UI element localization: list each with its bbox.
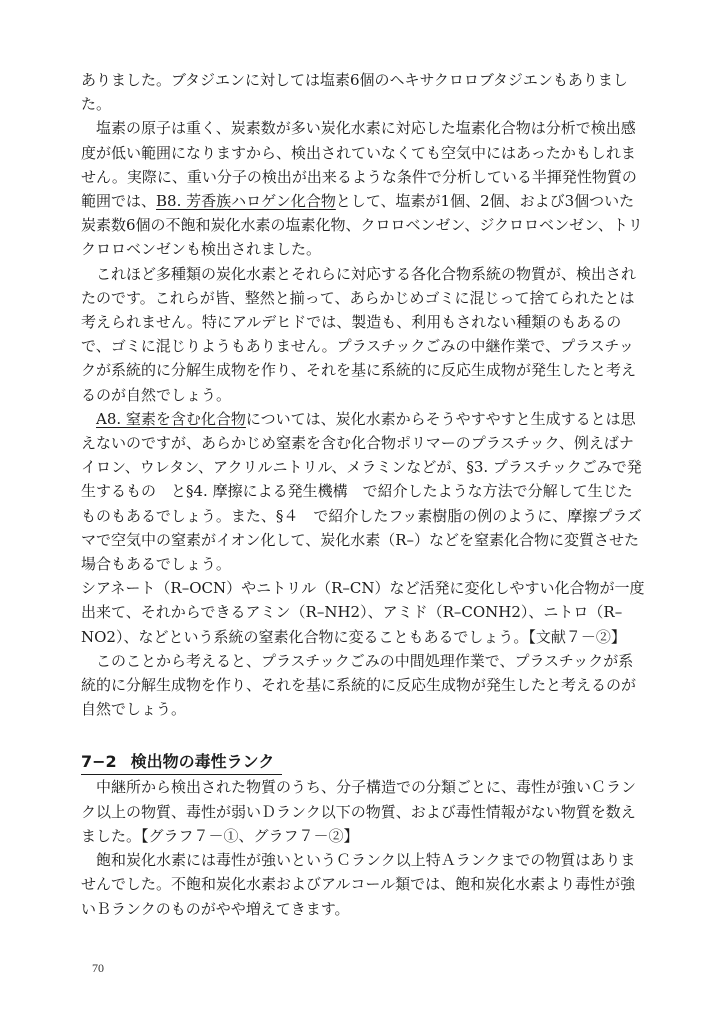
paragraph-chlorine-rest: として、塩素が1個、2個、および3個ついた炭素数6個の不飽和炭化水素の塩素化物、クロロベンゼン、ジクロロベンゼン、トリクロロベンゼンも検出されました。 xyxy=(81,192,643,259)
paragraph-nitrogen-rest: については、炭化水素からそうやすやすと生成するとは思えないのですが、あらかじめ窒素を含む化合物ポリマーのプラスチック、例えばナイロン、ウレタン、アクリルニトリル、メラミンなどが、§3. プラスチックごみで発生するもの と§4. 摩擦による発生機構 で紹介したような方法で分解して生じたものもあるでしょう。また、§４ で紹介したフッ素樹脂の例のように、摩擦プラズマで空気中の窒素がイオン化して、炭化水素（R–）などを窒素化合物に変質させた場合もあるでしょう。 xyxy=(81,409,642,574)
section-ref-a8: A8. 窒素を含む化合物 xyxy=(96,409,246,428)
paragraph-chlorine xyxy=(81,116,646,261)
paragraph-conclusion: このことから考えると、プラスチックごみの中間処理作業で、プラスチックが系統的に分解生成物を作り、それを基に系統的に反応生成物が発生したと考えるのが自然でしょう。 xyxy=(81,651,637,719)
paragraph-saturated: 飽和炭化水素には毒性が強いというＣランク以上特Ａランクまでの物質はありませんでした。不飽和炭化水素およびアルコール類では、飽和炭化水素より毒性が強いＢランクのものがやや増えてきます。 xyxy=(81,851,636,918)
page-number: 70 xyxy=(92,961,104,975)
paragraph-hydrocarbons: これほど多種類の炭化水素とそれらに対応する各化合物系統の物質が、検出されたのです。これらが皆、整然と揃って、あらかじめゴミに混じって捨てられたとは考えられません。特にアルデヒドでは、製造も、利用もされない種類のもあるので、ゴミに混じりようもありません。プラスチックごみの中継作業で、プラスチックが系統的に分解生成物を作り、それを基に系統的に反応生成物が発生したと考えるのが自然でしょう。 xyxy=(81,264,637,404)
section-title: 検出物の毒性ランク xyxy=(130,752,275,772)
page-body xyxy=(81,68,646,921)
paragraph-cyanate: シアネート（R–OCN）やニトリル（R–CN）など活発に変化しやすい化合物が一度出来て、それからできるアミン（R–NH2）、アミド（R–CONH2）、ニトロ（R–NO2）、などという系統の窒素化合物に変ることもあるでしょう。【文献７－②】 xyxy=(81,579,645,646)
section-ref-b8: B8. 芳香族ハロゲン化合物 xyxy=(156,192,336,211)
section-number: 7−2 xyxy=(81,752,117,772)
paragraph-chlorine-text: 塩素の原子は重く、炭素数が多い炭化水素に対応した塩素化合物は分析で検出感度が低い範囲になりますから、検出されていなくても空気中にはあったかもしれません。実際に、重い分子の検出が出来るような条件で分析している半揮発性物質の範囲では、 xyxy=(81,119,637,211)
paragraph-nitrogen xyxy=(81,407,646,576)
paragraph-toxicity-count: 中継所から検出された物質のうち、分子構造での分類ごとに、毒性が強いＣランク以上の物質、毒性が弱いＤランク以下の物質、および毒性情報がない物質を数えました。【グラフ７－①、グラフ７－②】 xyxy=(81,778,637,845)
section-heading xyxy=(81,750,282,775)
paragraph-butadiene: ありました。ブタジエンに対しては塩素6個のヘキサクロロブタジエンもありました。 xyxy=(81,71,628,114)
